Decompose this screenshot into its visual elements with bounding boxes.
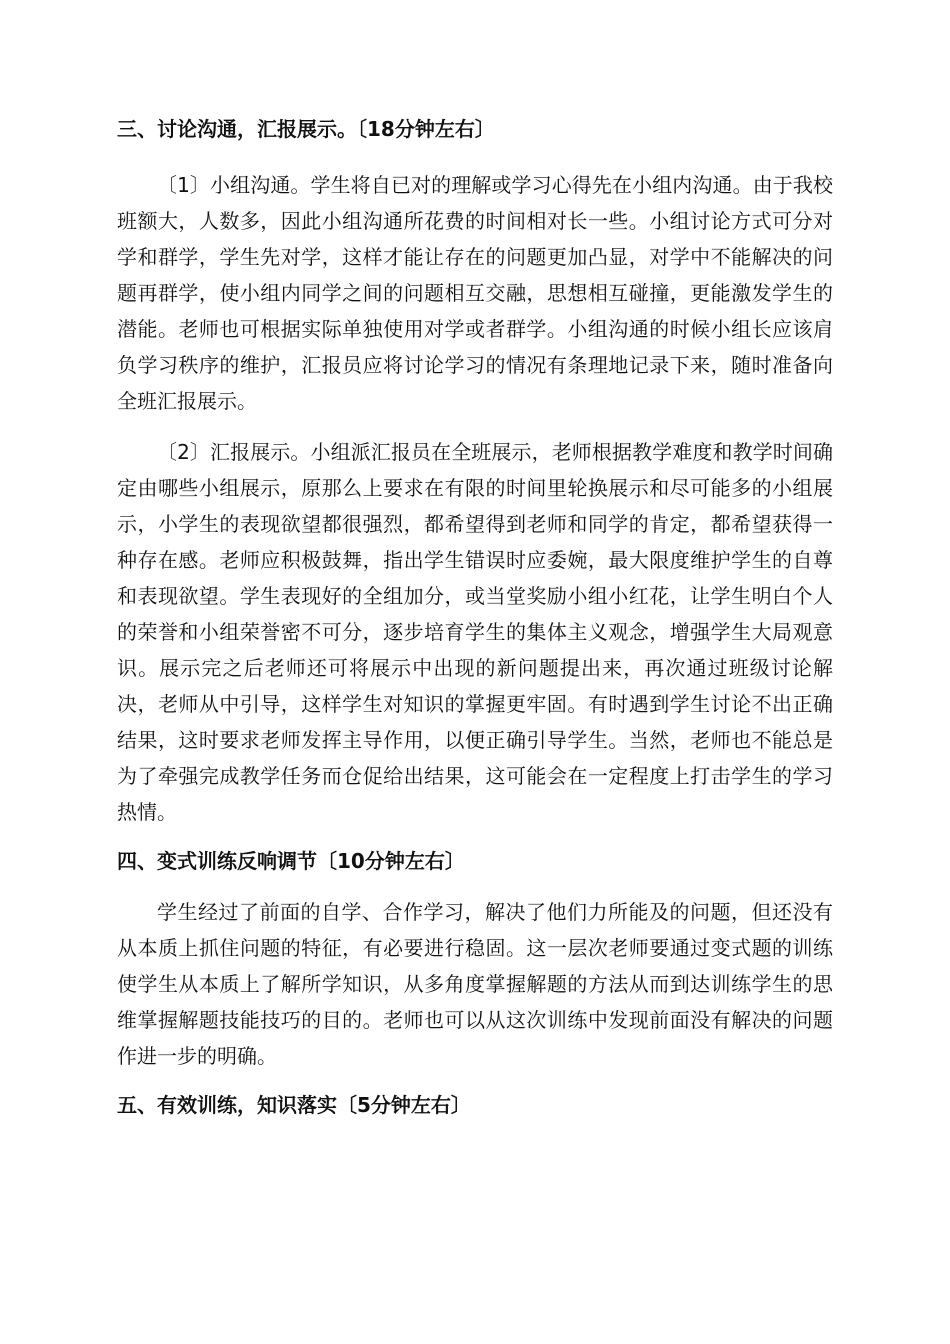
section-4-paragraph: 学生经过了前面的自学、合作学习，解决了他们力所能及的问题，但还没有从本质上抓住问题的特征，有必要进行稳固。这一层次老师要通过变式题的训练使学生从本质上了解所学知识，从多角度掌握解题的方法从而到达训练学生的思维掌握解题技能技巧的目的。老师也可以从这次训练中发现前面没有解决的问题作进一步的明确。 (117, 900, 833, 1068)
section-3-paragraph-2: 〔2〕汇报展示。小组派汇报员在全班展示，老师根据教学难度和教学时间确定由哪些小组展示，原那么上要求在有限的时间里轮换展示和尽可能多的小组展示，小学生的表现欲望都很强烈，都希望得到老师和同学的肯定，都希望获得一种存在感。老师应积极鼓舞，指出学生错误时应委婉，最大限度维护学生的自尊和表现欲望。学生表现好的全组加分，或当堂奖励小组小红花，让学生明白个人的荣誉和小组荣誉密不可分，逐步培育学生的集体主义观念，增强学生大局观意识。展示完之后老师还可将展示中出现的新问题提出来，再次通过班级讨论解决，老师从中引导，这样学生对知识的掌握更牢固。有时遇到学生讨论不出正确结果，这时要求老师发挥主导作用，以便正确引导学生。当然，老师也不能总是为了牵强完成教学任务而仓促给出结果，这可能会在一定程度上打击学生的学习热情。 (117, 440, 833, 824)
section-3-paragraph-1: 〔1〕小组沟通。学生将自已对的理解或学习心得先在小组内沟通。由于我校班额大，人数多，因此小组沟通所花费的时间相对长一些。小组讨论方式可分对学和群学，学生先对学，这样才能让存在的问题更加凸显，对学中不能解决的问题再群学，使小组内同学之间的问题相互交融，思想相互碰撞，更能激发学生的潜能。老师也可根据实际单独使用对学或者群学。小组沟通的时候小组长应该肩负学习秩序的维护，汇报员应将讨论学习的情况有条理地记录下来，随时准备向全班汇报展示。 (117, 173, 833, 413)
section-5-heading: 五、有效训练，知识落实〔5分钟左右〕 (117, 1093, 471, 1117)
section-3-heading: 三、讨论沟通，汇报展示。〔18分钟左右〕 (117, 117, 495, 141)
document-page (117, 112, 833, 1122)
section-4-heading: 四、变式训练反响调节〔10分钟左右〕 (117, 849, 465, 873)
